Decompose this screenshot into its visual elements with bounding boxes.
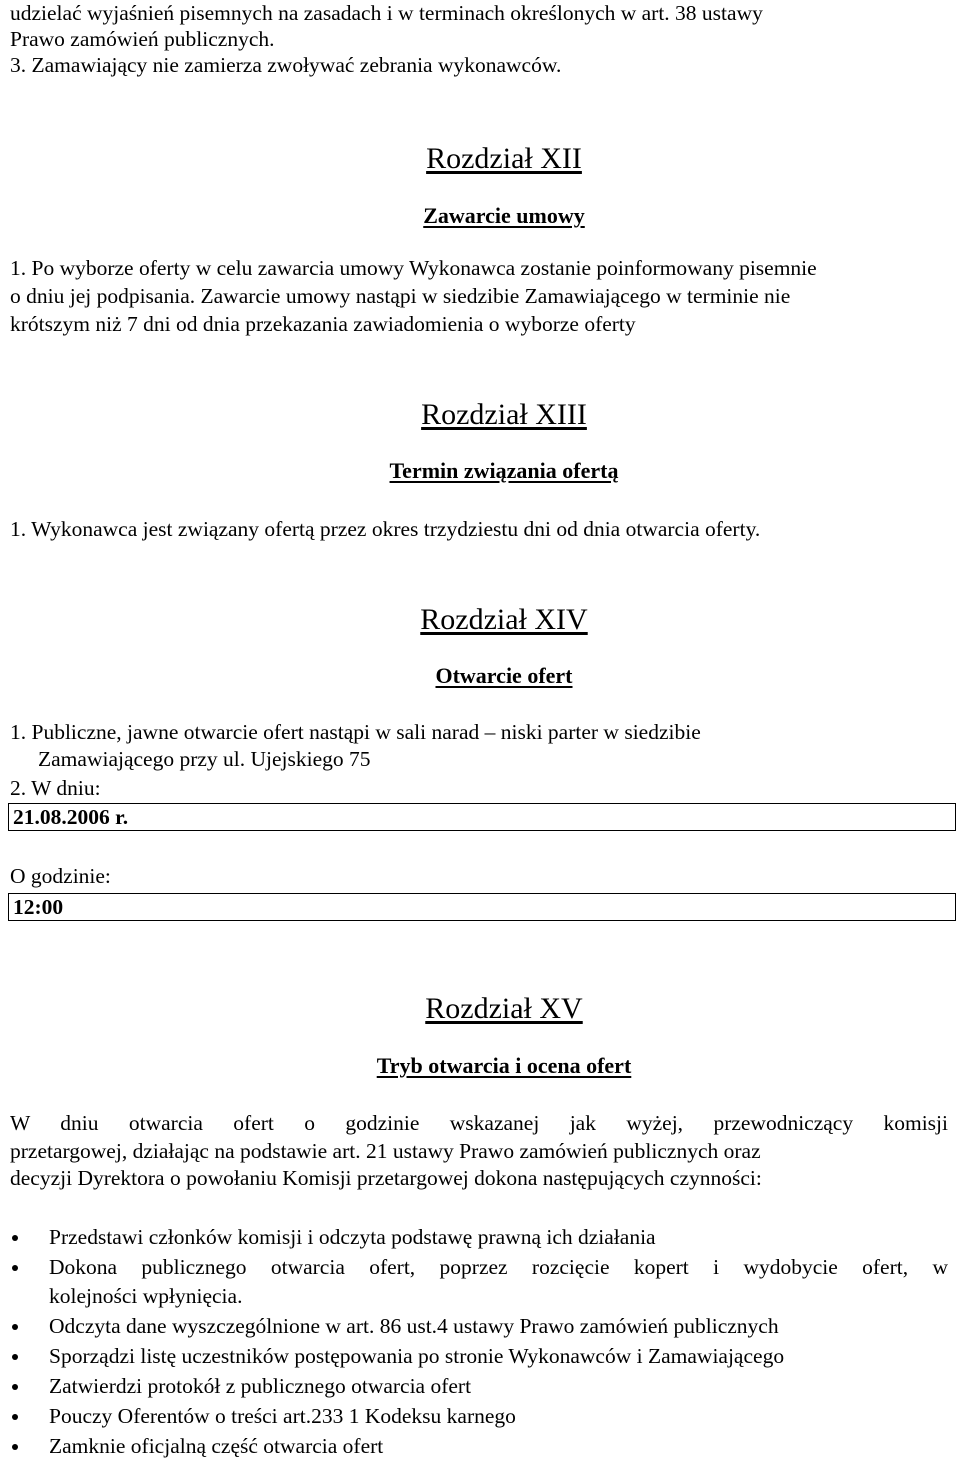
bullet-dot: [12, 1235, 18, 1241]
paragraph-line: 1. Wykonawca jest związany ofertą przez okres trzydziestu dni od dnia otwarcia oferty.: [10, 517, 761, 541]
bullet-dot: [12, 1265, 18, 1271]
chapter-title: Rozdział XV: [425, 992, 583, 1025]
paragraph-line: 1. Publiczne, jawne otwarcie ofert nastąpi w sali narad – niski parter w siedzibie: [10, 720, 701, 744]
time-label: O godzinie:: [10, 864, 111, 888]
chapter-subtitle: Tryb otwarcia i ocena ofert: [376, 1053, 632, 1078]
intro-line: 3. Zamawiający nie zamierza zwoływać zebrania wykonawców.: [10, 53, 562, 77]
bullet-dot: [12, 1384, 18, 1390]
list-item: Sporządzi listę uczestników postępowania po stronie Wykonawców i Zamawiającego: [49, 1344, 785, 1368]
paragraph-line: decyzji Dyrektora o powołaniu Komisji przetargowej dokona następujących czynności:: [10, 1166, 762, 1190]
bullet-dot: [12, 1354, 18, 1360]
bullet-dot: [12, 1324, 18, 1330]
list-item-continuation: kolejności wpłynięcia.: [49, 1284, 243, 1308]
chapter-title: Rozdział XII: [426, 142, 582, 175]
intro-line: Prawo zamówień publicznych.: [10, 27, 275, 51]
list-item: Odczyta dane wyszczególnione w art. 86 ust.4 ustawy Prawo zamówień publicznych: [49, 1314, 779, 1338]
paragraph-line: W dniu otwarcia ofert o godzinie wskazanej jak wyżej, przewodniczący komisji: [10, 1111, 948, 1135]
paragraph-line: 1. Po wyborze oferty w celu zawarcia umowy Wykonawca zostanie poinformowany pisemnie: [10, 256, 817, 280]
paragraph-line: przetargowej, działając na podstawie art. 21 ustawy Prawo zamówień publicznych oraz: [10, 1139, 761, 1163]
paragraph-line: krótszym niż 7 dni od dnia przekazania zawiadomienia o wyborze oferty: [10, 312, 636, 336]
list-item: Przedstawi członków komisji i odczyta podstawę prawną ich działania: [49, 1225, 656, 1249]
chapter-title: Rozdział XIII: [421, 398, 587, 431]
list-item: Zamknie oficjalną część otwarcia ofert: [49, 1434, 384, 1458]
paragraph-line: o dniu jej podpisania. Zawarcie umowy nastąpi w siedzibie Zamawiającego w terminie nie: [10, 284, 791, 308]
intro-line: udzielać wyjaśnień pisemnych na zasadach i w terminach określonych w art. 38 ustawy: [10, 1, 763, 25]
chapter-subtitle: Otwarcie ofert: [435, 663, 573, 688]
list-item: Dokona publicznego otwarcia ofert, poprzez rozcięcie kopert i wydobycie ofert, w: [49, 1255, 948, 1279]
chapter-subtitle: Termin związania ofertą: [389, 458, 619, 483]
chapter-title: Rozdział XIV: [420, 603, 588, 636]
time-value-box: 12:00: [8, 893, 956, 921]
bullet-dot: [12, 1444, 18, 1450]
paragraph-line: Zamawiającego przy ul. Ujejskiego 75: [38, 747, 371, 771]
date-value-box: 21.08.2006 r.: [8, 803, 956, 831]
date-label: 2. W dniu:: [10, 776, 101, 800]
chapter-subtitle: Zawarcie umowy: [423, 203, 585, 228]
bullet-dot: [12, 1414, 18, 1420]
list-item: Pouczy Oferentów o treści art.233 1 Kodeksu karnego: [49, 1404, 516, 1428]
list-item: Zatwierdzi protokół z publicznego otwarcia ofert: [49, 1374, 472, 1398]
